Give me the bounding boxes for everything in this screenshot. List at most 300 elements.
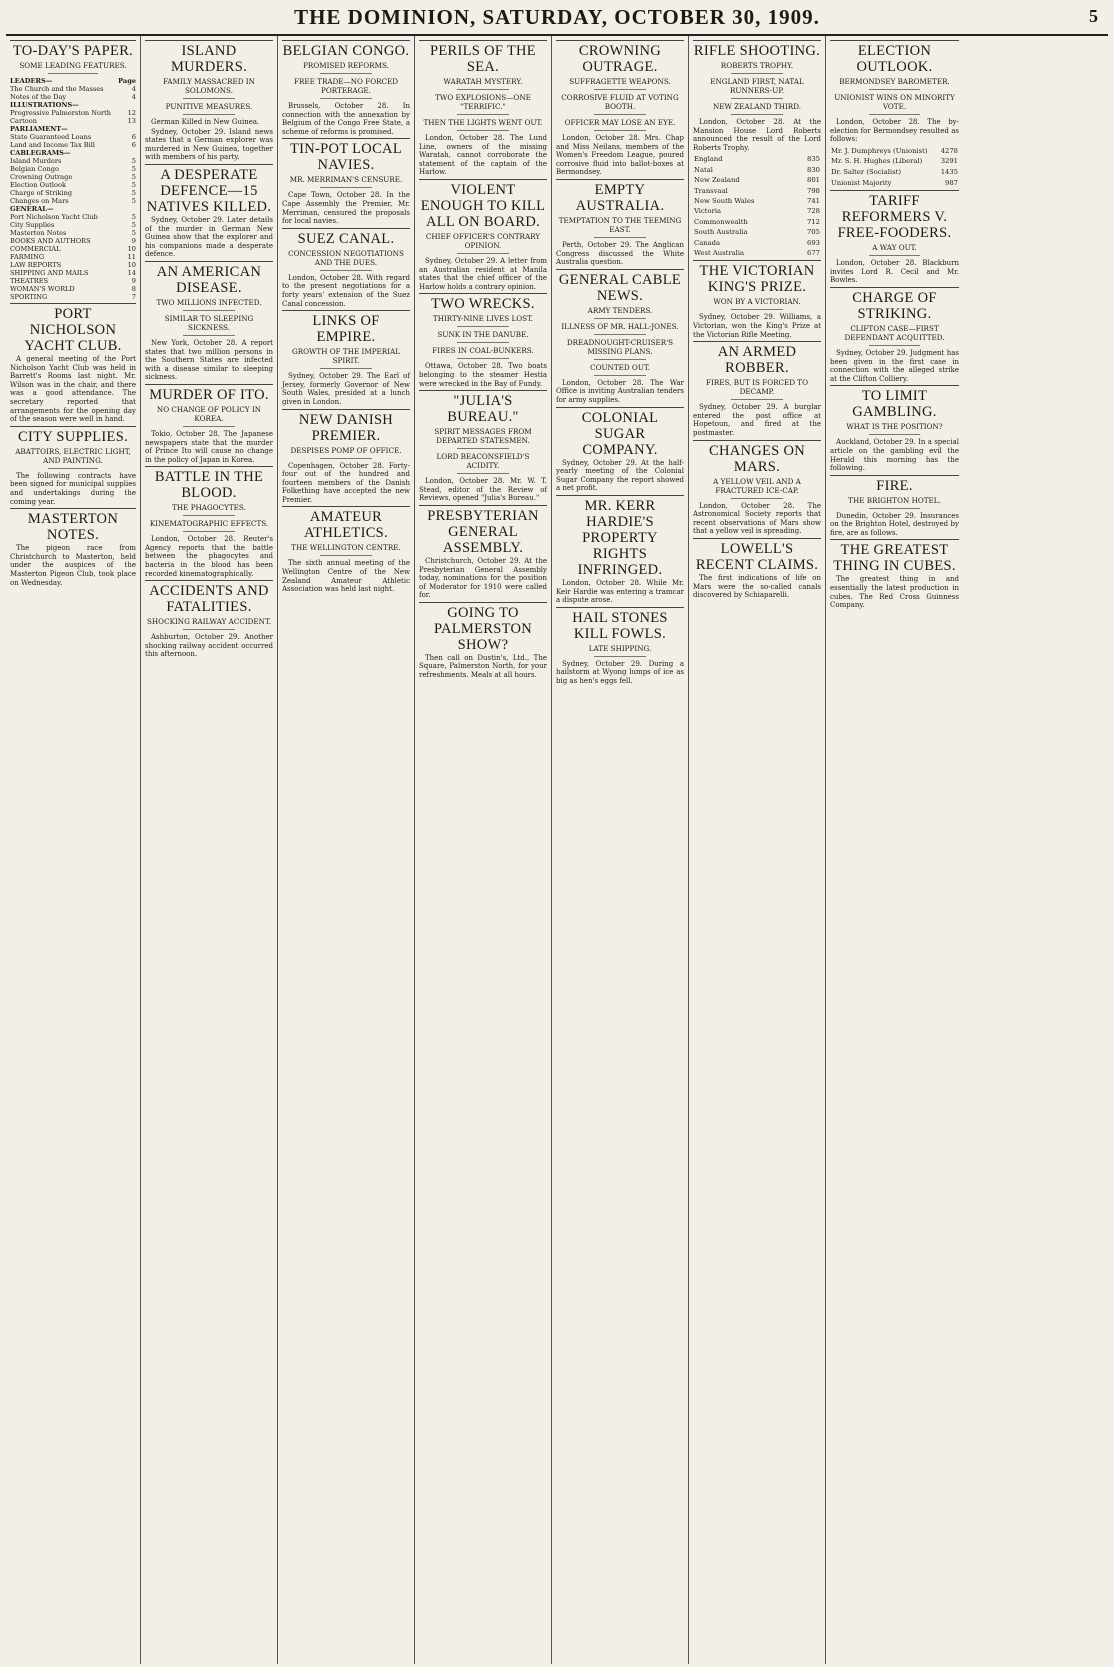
contents-label: Port Nicholson Yacht Club bbox=[10, 213, 98, 221]
article-headline: AN ARMED ROBBER. bbox=[693, 341, 821, 376]
subhead-rule bbox=[869, 255, 921, 256]
article-paragraph: London, October 28. Blackburn invites Lord R. Cecil and Mr. Bowles. bbox=[830, 259, 959, 285]
subhead-rule bbox=[457, 114, 508, 115]
contents-page: 4 bbox=[131, 93, 136, 101]
article bbox=[419, 390, 547, 503]
article-subhead: UNIONIST WINS ON MINORITY VOTE. bbox=[834, 93, 955, 111]
article-body bbox=[419, 134, 547, 177]
score-team: New Zealand bbox=[694, 176, 740, 185]
article-paragraph: The pigeon race from Christchurch to Masterton, held under the auspices of the Masterton Pigeon Club, took place on Wednesday. bbox=[10, 544, 136, 587]
contents-page: 5 bbox=[131, 213, 136, 221]
article-body bbox=[145, 535, 273, 578]
score-row bbox=[693, 227, 821, 237]
contents-page: 14 bbox=[127, 269, 136, 277]
article-body bbox=[282, 102, 410, 136]
subhead-rule bbox=[594, 656, 645, 657]
newspaper-column bbox=[141, 36, 278, 1664]
subhead-rule bbox=[320, 73, 371, 74]
contents-label: Belgian Congo bbox=[10, 165, 59, 173]
article-headline: EMPTY AUSTRALIA. bbox=[556, 179, 684, 214]
contents-page: 11 bbox=[127, 253, 136, 261]
article bbox=[419, 505, 547, 600]
contents-page: 8 bbox=[131, 285, 136, 293]
contents-label: BOOKS AND AUTHORS bbox=[10, 237, 91, 245]
subhead-rule bbox=[457, 130, 508, 131]
article-body bbox=[419, 257, 547, 291]
article-headline: BELGIAN CONGO. bbox=[282, 40, 410, 59]
article-paragraph: London, October 28. The Astronomical Society reports that recent observations of Mars show that a yellow veil is spreading. bbox=[693, 501, 821, 536]
subhead-rule bbox=[457, 253, 508, 254]
contents-page: 5 bbox=[131, 165, 136, 173]
contents-row bbox=[10, 261, 136, 269]
article-subhead: BERMONDSEY BAROMETER. bbox=[839, 77, 950, 86]
article-headline: SUEZ CANAL. bbox=[282, 228, 410, 247]
article-headline: CHANGES ON MARS. bbox=[693, 440, 821, 475]
article-subhead: LATE SHIPPING. bbox=[588, 643, 652, 653]
article-paragraph: London, October 28. The Lund Line, owners of the missing Waratah, cannot corroborate the statement of the captain of the Harlow. bbox=[419, 134, 547, 177]
contents-label: Crowning Outrage bbox=[10, 173, 73, 181]
contents-label: State Guaranteed Loans bbox=[10, 133, 92, 141]
article-headline: ELECTION OUTLOOK. bbox=[830, 40, 959, 75]
article-subhead: CONCESSION NEGOTIATIONS AND THE DUES. bbox=[288, 248, 404, 267]
article-subhead: SUFFRAGETTE WEAPONS. bbox=[569, 77, 671, 86]
subhead-rule bbox=[457, 326, 508, 327]
contents-label: LAW REPORTS bbox=[10, 261, 62, 269]
article-subhead: THE WELLINGTON CENTRE. bbox=[291, 543, 401, 553]
subhead-rule bbox=[869, 508, 921, 509]
score-value: 693 bbox=[807, 238, 820, 247]
article bbox=[556, 495, 684, 605]
article bbox=[693, 440, 821, 536]
score-value: 801 bbox=[807, 176, 820, 185]
article-subhead: TWO MILLIONS INFECTED. bbox=[156, 297, 262, 307]
article-paragraph: Dunedin, October 29. Insurances on the Brighton Hotel, destroyed by fire, are as follows. bbox=[830, 511, 959, 537]
score-row bbox=[693, 165, 821, 175]
contents-page bbox=[118, 149, 136, 157]
contents-label: LEADERS— bbox=[10, 77, 53, 85]
score-team: New South Wales bbox=[694, 197, 755, 205]
article-body bbox=[693, 502, 821, 536]
article bbox=[145, 40, 273, 162]
subhead-rule bbox=[457, 473, 508, 474]
article-body bbox=[693, 313, 821, 339]
article-subhead: CHIEF OFFICER'S CONTRARY OPINION. bbox=[425, 231, 541, 250]
subhead-rule bbox=[594, 114, 645, 115]
newspaper-column bbox=[552, 36, 689, 1664]
article-subhead: NEW ZEALAND THIRD. bbox=[712, 102, 802, 111]
article-body bbox=[556, 241, 684, 267]
contents-row bbox=[10, 141, 136, 149]
score-team: Transvaal bbox=[694, 186, 728, 195]
article-body bbox=[10, 472, 136, 506]
article bbox=[556, 407, 684, 493]
contents-page: 13 bbox=[127, 117, 136, 125]
subhead-rule bbox=[320, 458, 371, 459]
subhead-rule bbox=[731, 114, 782, 115]
article-headline: MURDER OF ITO. bbox=[145, 384, 273, 403]
score-value: 728 bbox=[807, 207, 820, 216]
contents-row bbox=[10, 117, 136, 125]
contents-label: Land and Income Tax Bill bbox=[10, 141, 95, 149]
article-body bbox=[556, 579, 684, 605]
contents-label: Charge of Striking bbox=[10, 189, 73, 197]
article-subhead: FIRES IN COAL-BUNKERS. bbox=[432, 346, 534, 356]
article-paragraph: The greatest thing in and essentially the latest production in cubes. The Red Cross Guinness Company. bbox=[830, 575, 959, 610]
score-row bbox=[693, 154, 821, 164]
poll-candidate: Unionist Majority bbox=[831, 178, 892, 187]
article-subhead: CLIFTON CASE—FIRST DEFENDANT ACQUITTED. bbox=[844, 323, 945, 342]
contents-page: 9 bbox=[131, 237, 136, 245]
article-subhead: SIMILAR TO SLEEPING SICKNESS. bbox=[164, 313, 254, 332]
article-paragraph: London, October 28. While Mr. Keir Hardie was entering a tramcar a dispute arose. bbox=[556, 578, 684, 605]
article-headline: CROWNING OUTRAGE. bbox=[556, 40, 684, 75]
article-body bbox=[282, 191, 410, 225]
contents-label: Election Outlook bbox=[10, 181, 66, 189]
article bbox=[830, 190, 959, 285]
article-subhead: TWO EXPLOSIONS—ONE "TERRIFIC." bbox=[435, 93, 531, 111]
article bbox=[145, 466, 273, 578]
subhead-rule bbox=[594, 89, 645, 90]
contents-page: 5 bbox=[131, 181, 136, 189]
article-headline: VIOLENT ENOUGH TO KILL ALL ON BOARD. bbox=[419, 179, 547, 230]
newspaper-column bbox=[278, 36, 415, 1664]
article-headline: THE VICTORIAN KING'S PRIZE. bbox=[693, 260, 821, 295]
article-paragraph: Sydney, October 29. The Earl of Jersey, formerly Governor of New South Wales, presided at a lunch given in London. bbox=[282, 372, 410, 406]
contents-row bbox=[10, 189, 136, 197]
article-headline: "JULIA'S BUREAU." bbox=[419, 390, 547, 425]
article-paragraph: The sixth annual meeting of the Wellington Centre of the New Zealand Amateur Athletic Association was held last night. bbox=[282, 559, 410, 594]
contents-row bbox=[10, 101, 136, 109]
article-headline: ACCIDENTS AND FATALITIES. bbox=[145, 580, 273, 615]
contents-page: 12 bbox=[127, 109, 136, 117]
contents-row bbox=[10, 149, 136, 157]
score-row bbox=[693, 238, 821, 248]
article bbox=[10, 40, 136, 301]
score-value: 830 bbox=[807, 165, 820, 174]
poll-votes: 987 bbox=[945, 178, 958, 187]
poll-candidate: Mr. J. Dumphreys (Unionist) bbox=[831, 146, 928, 155]
contents-row bbox=[10, 181, 136, 189]
article bbox=[282, 138, 410, 225]
article-headline: COLONIAL SUGAR COMPANY. bbox=[556, 407, 684, 458]
subhead-rule bbox=[594, 237, 645, 238]
article-paragraph: London, October 28. The by-election for Bermondsey resulted as follows: bbox=[830, 118, 959, 144]
subhead-rule bbox=[869, 345, 921, 346]
contents-row bbox=[10, 157, 136, 165]
article-paragraph: Ottawa, October 28. Two boats belonging to the steamer Hestia were wrecked in the Bay of Fundy. bbox=[419, 362, 547, 388]
contents-row bbox=[10, 245, 136, 253]
article bbox=[419, 40, 547, 177]
article-body bbox=[282, 372, 410, 406]
article-subhead: GROWTH OF THE IMPERIAL SPIRIT. bbox=[291, 347, 401, 366]
article bbox=[830, 539, 959, 609]
contents-page: 5 bbox=[131, 157, 136, 165]
article-headline: A DESPERATE DEFENCE—15 NATIVES KILLED. bbox=[145, 164, 273, 215]
score-value: 798 bbox=[807, 186, 820, 195]
article-body bbox=[282, 462, 410, 505]
article-body bbox=[419, 654, 547, 680]
article-subhead: FIRES, BUT IS FORCED TO DECAMP. bbox=[706, 378, 808, 397]
subhead-rule bbox=[183, 335, 234, 336]
contents-row bbox=[10, 165, 136, 173]
score-row bbox=[693, 248, 821, 258]
article-paragraph: Sydney, October 29. At the half-yearly meeting of the Colonial Sugar Company the report showed a net profit. bbox=[556, 458, 684, 493]
article bbox=[693, 538, 821, 600]
article-headline: MR. KERR HARDIE'S PROPERTY RIGHTS INFRINGED. bbox=[556, 495, 684, 578]
columns bbox=[6, 36, 1108, 1664]
contents-label: Masterton Notes bbox=[10, 229, 67, 237]
article-headline: TWO WRECKS. bbox=[419, 293, 547, 312]
subhead-rule bbox=[48, 468, 98, 469]
subhead-rule bbox=[183, 515, 234, 516]
subhead-rule bbox=[457, 358, 508, 359]
article-subhead: PROMISED REFORMS. bbox=[303, 61, 389, 70]
article bbox=[10, 303, 136, 424]
article-paragraph: London, October 28. With regard to the present negotiations for a forty years' extension of the Suez Canal concession. bbox=[282, 273, 410, 308]
score-team: England bbox=[694, 155, 723, 164]
subhead-rule bbox=[457, 89, 508, 90]
poll-row bbox=[830, 156, 959, 167]
article bbox=[419, 293, 547, 388]
article-subhead: A YELLOW VEIL AND A FRACTURED ICE-CAP. bbox=[713, 476, 801, 495]
subhead-rule bbox=[731, 309, 782, 310]
scores-table bbox=[693, 154, 821, 258]
score-team: Victoria bbox=[694, 207, 722, 216]
contents-page: 5 bbox=[131, 173, 136, 181]
subhead-rule bbox=[594, 359, 645, 360]
contents-label: Progressive Palmerston North bbox=[10, 109, 112, 117]
article-body bbox=[10, 355, 136, 424]
article-paragraph: Sydney, October 29. Later details of the murder in German New Guinea show that the explorer and his companions made a desperate defence. bbox=[145, 215, 273, 259]
contents-row bbox=[10, 213, 136, 221]
article-subhead: PUNITIVE MEASURES. bbox=[165, 102, 253, 111]
article bbox=[556, 40, 684, 177]
score-value: 705 bbox=[807, 228, 820, 237]
subhead-rule bbox=[183, 98, 234, 99]
score-value: 741 bbox=[807, 197, 820, 205]
article bbox=[830, 385, 959, 472]
article-body bbox=[556, 134, 684, 177]
article-subhead: KINEMATOGRAPHIC EFFECTS. bbox=[149, 519, 269, 529]
subhead-rule bbox=[457, 448, 508, 449]
score-team: Commonwealth bbox=[694, 217, 748, 226]
subhead-rule bbox=[48, 73, 98, 74]
article-paragraph: The following contracts have been signed for municipal supplies and undertakings during the coming year. bbox=[10, 471, 136, 506]
contents-label: PARLIAMENT— bbox=[10, 125, 68, 133]
article-body bbox=[693, 118, 821, 152]
subhead-rule bbox=[731, 73, 782, 74]
article-paragraph: German Killed in New Guinea. bbox=[151, 118, 260, 126]
article bbox=[556, 269, 684, 405]
subhead-rule bbox=[731, 98, 782, 99]
article-body bbox=[145, 430, 273, 464]
article-paragraph: Cape Town, October 28. In the Cape Assembly the Premier, Mr. Merriman, censured the proposals for local navies. bbox=[282, 191, 410, 226]
article-subhead: ENGLAND FIRST, NATAL RUNNERS-UP. bbox=[710, 77, 804, 95]
article-body bbox=[145, 339, 273, 382]
poll-candidate: Mr. S. H. Hughes (Liberal) bbox=[831, 157, 923, 166]
subhead-rule bbox=[869, 89, 921, 90]
subhead-rule bbox=[731, 498, 782, 499]
article-headline: TO LIMIT GAMBLING. bbox=[830, 385, 959, 420]
article-headline: PRESBYTERIAN GENERAL ASSEMBLY. bbox=[419, 505, 547, 556]
contents-label: Island Murders bbox=[10, 157, 62, 165]
contents-page: 9 bbox=[131, 277, 136, 285]
article-subhead: WHAT IS THE POSITION? bbox=[846, 422, 943, 432]
article-headline: PORT NICHOLSON YACHT CLUB. bbox=[10, 303, 136, 354]
subhead-rule bbox=[320, 368, 371, 369]
newspaper-column bbox=[826, 36, 963, 1664]
contents-page: 5 bbox=[131, 229, 136, 237]
article-subhead: NO CHANGE OF POLICY IN KOREA. bbox=[156, 404, 262, 423]
article-body bbox=[830, 349, 959, 383]
score-value: 677 bbox=[807, 249, 820, 258]
poll-row bbox=[830, 167, 959, 178]
newspaper-column bbox=[415, 36, 552, 1664]
article-subhead: MR. MERRIMAN'S CENSURE. bbox=[289, 175, 403, 185]
article-subhead: DESPISES POMP OF OFFICE. bbox=[290, 445, 402, 455]
article-paragraph: London, October 28. Mr. W. T. Stead, editor of the Review of Reviews, opened "Julia's Bureau." bbox=[419, 477, 547, 503]
page-number: 5 bbox=[1089, 6, 1098, 26]
article bbox=[693, 260, 821, 339]
article bbox=[830, 40, 959, 188]
article-paragraph: London, October 28. The War Office is inviting Australian tenders for army supplies. bbox=[556, 378, 684, 404]
subhead-rule bbox=[869, 114, 921, 115]
article-body bbox=[830, 575, 959, 609]
poll-table bbox=[830, 146, 959, 188]
article-body bbox=[145, 118, 273, 162]
article-subhead: SOME LEADING FEATURES. bbox=[19, 61, 127, 70]
article-body bbox=[830, 118, 959, 144]
contents-page bbox=[118, 101, 136, 109]
article-body bbox=[10, 544, 136, 587]
article bbox=[145, 261, 273, 382]
contents-row bbox=[10, 277, 136, 285]
contents-row bbox=[10, 285, 136, 293]
article-subhead: FREE TRADE—NO FORCED PORTERAGE. bbox=[293, 77, 399, 95]
article bbox=[282, 506, 410, 593]
contents-label: CABLEGRAMS— bbox=[10, 149, 71, 157]
contents-row bbox=[10, 293, 136, 301]
article-headline: RIFLE SHOOTING. bbox=[693, 40, 821, 59]
subhead-rule bbox=[320, 187, 371, 188]
score-team: Natal bbox=[694, 165, 713, 174]
contents-label: COMMERCIAL bbox=[10, 245, 61, 253]
article-body bbox=[419, 477, 547, 503]
article-headline: LINKS OF EMPIRE. bbox=[282, 310, 410, 345]
poll-votes: 4278 bbox=[940, 146, 958, 155]
poll-votes: 1435 bbox=[940, 167, 958, 176]
article-body bbox=[282, 559, 410, 593]
article-subhead: THEN THE LIGHTS WENT OUT. bbox=[423, 118, 543, 127]
contents-label: Notes of the Day bbox=[10, 93, 67, 101]
score-value: 835 bbox=[807, 155, 820, 164]
score-row bbox=[693, 175, 821, 185]
article bbox=[419, 602, 547, 680]
article-paragraph: Perth, October 29. The Anglican Congress discussed the White Australia question. bbox=[556, 240, 684, 267]
article-headline: TO-DAY'S PAPER. bbox=[10, 40, 136, 59]
article bbox=[693, 341, 821, 437]
contents-row bbox=[10, 173, 136, 181]
score-value: 712 bbox=[807, 217, 820, 226]
subhead-rule bbox=[457, 342, 508, 343]
contents-label: WOMAN'S WORLD bbox=[10, 285, 75, 293]
subhead-rule bbox=[320, 270, 371, 271]
article-paragraph: Ashburton, October 29. Another shocking railway accident occurred this afternoon. bbox=[145, 633, 273, 659]
subhead-rule bbox=[183, 310, 234, 311]
article bbox=[282, 228, 410, 308]
contents-page: 4 bbox=[131, 85, 136, 93]
contents-row bbox=[10, 229, 136, 237]
article-paragraph: Brussels, October 28. In connection with the annexation by Belgium of the Congo Free State, a scheme of reforms is promised. bbox=[282, 102, 410, 136]
article-paragraph: Sydney, October 29. Island news states that a German explorer was murdered in New Guinea, together with members of his party. bbox=[145, 127, 273, 162]
subhead-rule bbox=[731, 399, 782, 400]
article bbox=[282, 40, 410, 136]
article-headline: TARIFF REFORMERS V. FREE-FOODERS. bbox=[830, 190, 959, 241]
article-headline: THE GREATEST THING IN CUBES. bbox=[830, 539, 959, 574]
contents-row bbox=[10, 85, 136, 93]
article-headline: LOWELL'S RECENT CLAIMS. bbox=[693, 538, 821, 573]
subhead-rule bbox=[183, 531, 234, 532]
article bbox=[145, 580, 273, 659]
article-subhead: ROBERTS TROPHY. bbox=[720, 61, 794, 70]
subhead-rule bbox=[320, 555, 371, 556]
article-subhead: LORD BEACONSFIELD'S ACIDITY. bbox=[436, 452, 530, 471]
article bbox=[830, 475, 959, 538]
article-subhead: COUNTED OUT. bbox=[590, 362, 650, 372]
contents-row bbox=[10, 253, 136, 261]
article bbox=[10, 508, 136, 587]
article-body bbox=[556, 660, 684, 686]
article-subhead: THE PHAGOCYTES. bbox=[172, 503, 246, 513]
article-headline: HAIL STONES KILL FOWLS. bbox=[556, 607, 684, 642]
article-paragraph: Then call on Dustin's, Ltd., The Square, Palmerston North, for your refreshments. Meals at all hours. bbox=[419, 653, 547, 680]
subhead-rule bbox=[320, 98, 371, 99]
article-subhead: ARMY TENDERS. bbox=[587, 305, 653, 315]
contents-label: FARMING bbox=[10, 253, 45, 261]
article bbox=[145, 384, 273, 464]
article-paragraph: Auckland, October 29. In a special article on the gambling evil the Herald this morning has the following. bbox=[830, 438, 959, 473]
contents-label: City Supplies bbox=[10, 221, 55, 229]
poll-votes: 3291 bbox=[940, 157, 958, 166]
article-headline: CHARGE OF STRIKING. bbox=[830, 287, 959, 322]
article-subhead: SUNK IN THE DANUBE. bbox=[437, 330, 529, 340]
contents-page: 5 bbox=[131, 197, 136, 205]
article bbox=[693, 40, 821, 152]
subhead-rule bbox=[594, 334, 645, 335]
masthead bbox=[6, 0, 1108, 36]
article-headline: FIRE. bbox=[830, 475, 959, 494]
article-subhead: OFFICER MAY LOSE AN EYE. bbox=[564, 118, 676, 127]
contents-page: 10 bbox=[127, 261, 136, 269]
poll-row bbox=[830, 146, 959, 157]
article bbox=[556, 607, 684, 686]
article-headline: NEW DANISH PREMIER. bbox=[282, 409, 410, 444]
article-paragraph: Sydney, October 29. Williams, a Victorian, won the King's Prize at the Victorian Rifle Meeting. bbox=[693, 313, 821, 339]
article-paragraph: New York, October 28. A report states that two million persons in the Southern States are infected with a disease similar to sleeping sickness. bbox=[145, 338, 273, 382]
article-headline: PERILS OF THE SEA. bbox=[419, 40, 547, 75]
article-headline: AMATEUR ATHLETICS. bbox=[282, 506, 410, 541]
article-headline: MASTERTON NOTES. bbox=[10, 508, 136, 543]
contents-label: Changes on Mars bbox=[10, 197, 69, 205]
article-headline: ISLAND MURDERS. bbox=[145, 40, 273, 75]
contents-page: 5 bbox=[131, 189, 136, 197]
article-paragraph: London, October 28. Mrs. Chap and Miss Neilans, members of the Women's Freedom League, poured corrosive fluid into ballot-boxes at Bermondsey. bbox=[556, 134, 684, 177]
article-body bbox=[282, 274, 410, 308]
article-paragraph: Sydney, October 29. A burglar entered the post office at Hopetoun, and fired at the postmaster. bbox=[693, 403, 821, 437]
article-headline: BATTLE IN THE BLOOD. bbox=[145, 466, 273, 501]
article-subhead: WON BY A VICTORIAN. bbox=[713, 297, 801, 307]
article-subhead: ABATTOIRS, ELECTRIC LIGHT, AND PAINTING. bbox=[15, 446, 131, 465]
